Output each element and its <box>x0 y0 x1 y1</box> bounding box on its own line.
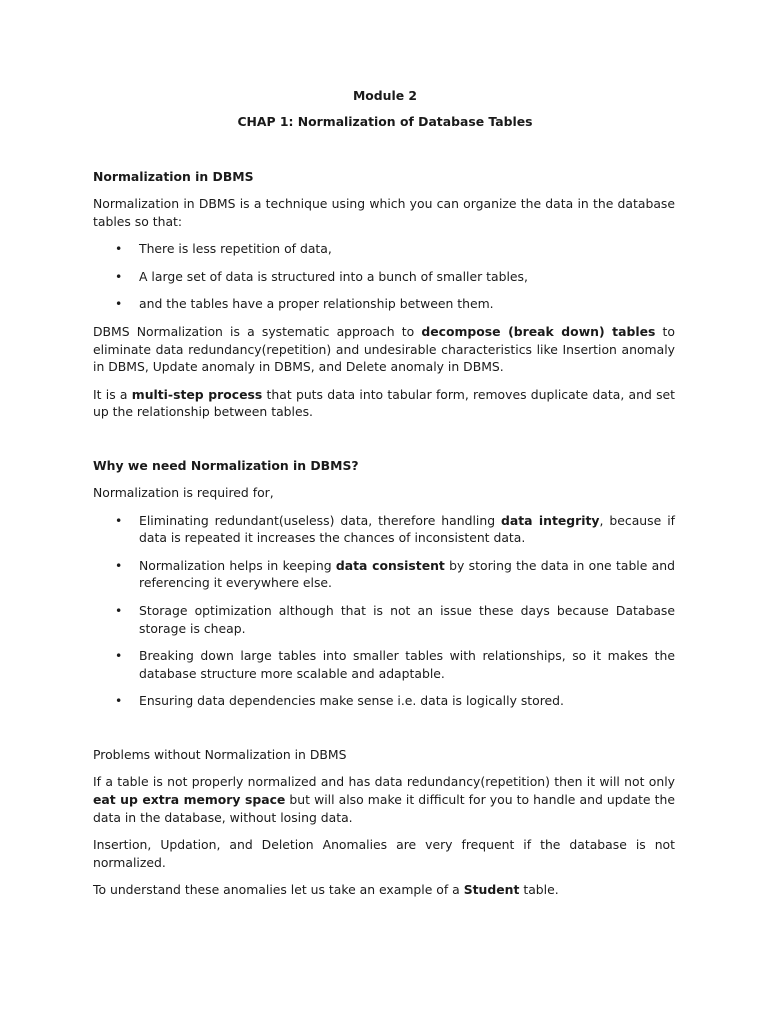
list-item: • Ensuring data dependencies make sense i.e. data is logically stored. <box>115 693 564 709</box>
reasons-list <box>93 512 675 710</box>
bullet-icon: • <box>115 268 123 284</box>
chapter-title: CHAP 1: Normalization of Database Tables <box>237 114 533 129</box>
list-item: • A large set of data is structured into a bunch of smaller tables, <box>115 268 528 284</box>
bullet-icon: • <box>115 693 123 709</box>
bullet-icon: • <box>115 557 123 573</box>
redundancy-paragraph: If a table is not properly normalized and has data redundancy(repetition) then it will not only eat up extra memory space but will also make it difficult for you to handle and update the data in the database, without losing data. <box>93 774 675 825</box>
anomalies-paragraph: Insertion, Updation, and Deletion Anomalies are very frequent if the database is not normalized. <box>93 837 675 870</box>
bullet-icon: • <box>115 648 123 664</box>
bullet-icon: • <box>115 241 123 257</box>
list-item: • Storage optimization although that is not an issue these days because Database storage is cheap. <box>115 602 675 636</box>
bullet-icon: • <box>115 602 123 618</box>
module-title: Module 2 <box>352 88 418 103</box>
section-heading-normalization: Normalization in DBMS <box>93 169 254 184</box>
systematic-approach-paragraph: DBMS Normalization is a systematic approach to decompose (break down) tables to eliminate data redundancy(repetition) and undesirable characteristics like Insertion anomaly in DBMS, Update anomaly in DBMS, and Delete anomaly in DBMS. <box>93 323 675 375</box>
required-for-paragraph: Normalization is required for, <box>93 484 274 500</box>
list-item: • Normalization helps in keeping data consistent by storing the data in one table and referencing it everywhere else. <box>115 557 675 591</box>
page-content <box>93 88 675 909</box>
list-item: • There is less repetition of data, <box>115 241 332 257</box>
multi-step-paragraph: It is a multi-step process that puts data into tabular form, removes duplicate data, and set up the relationship between tables. <box>93 386 676 420</box>
list-item: • and the tables have a proper relationship between them. <box>115 296 494 312</box>
list-item: • Breaking down large tables into smaller tables with relationships, so it makes the database structure more scalable and adaptable. <box>115 648 675 681</box>
list-item: • Eliminating redundant(useless) data, therefore handling data integrity, because if data is repeated it increases the chances of inconsistent data. <box>115 512 676 546</box>
intro-paragraph: Normalization in DBMS is a technique using which you can organize the data in the database tables so that: <box>93 196 675 229</box>
student-example-paragraph: To understand these anomalies let us take an example of a Student table. <box>93 882 559 898</box>
normalization-goals-list <box>93 240 675 313</box>
bullet-icon: • <box>115 512 123 528</box>
bullet-icon: • <box>115 296 123 312</box>
section-heading-problems: Problems without Normalization in DBMS <box>93 746 347 762</box>
section-heading-why: Why we need Normalization in DBMS? <box>93 457 359 473</box>
